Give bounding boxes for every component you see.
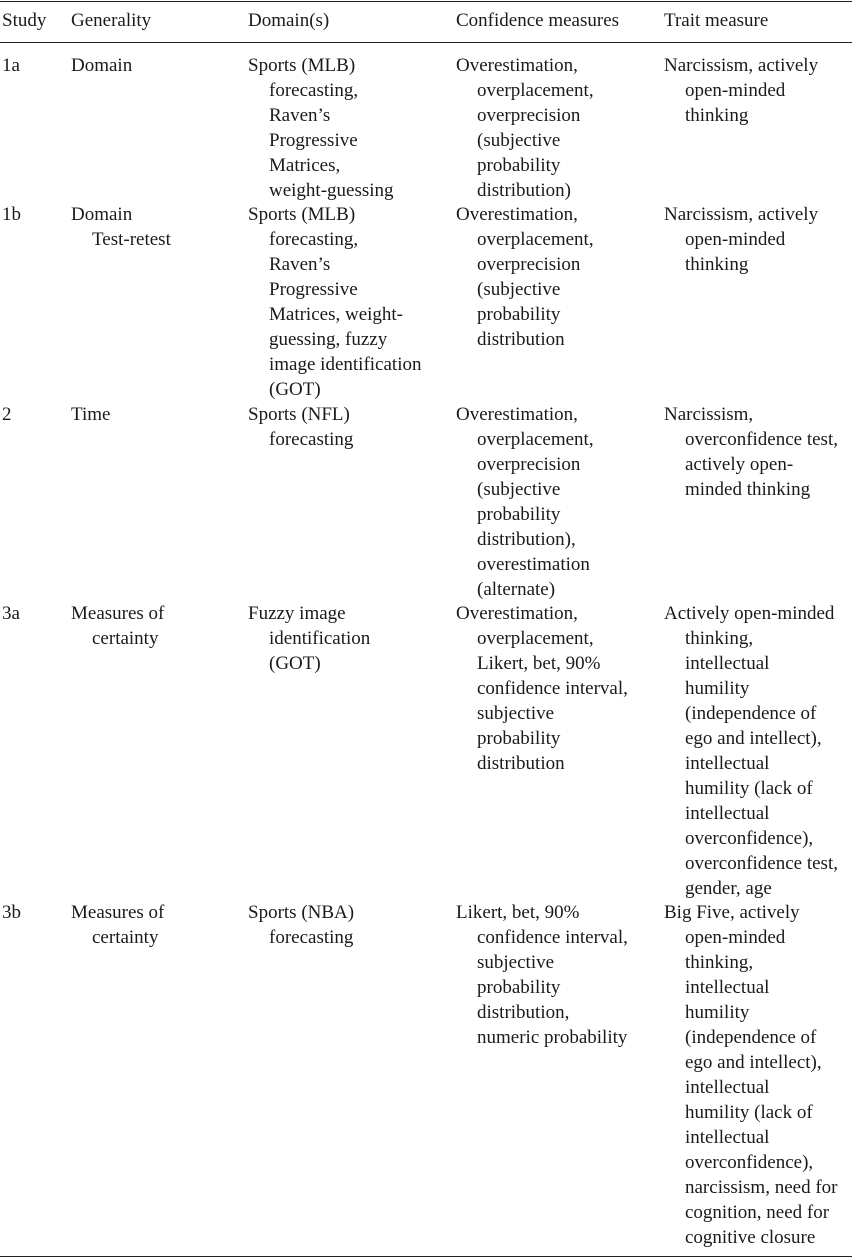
cell-line: intellectual — [685, 1127, 770, 1148]
cell-line: (independence of — [685, 1027, 817, 1048]
cell-line: distribution) — [477, 180, 571, 201]
cell-confidence-measures — [456, 402, 594, 602]
cell-domains — [248, 53, 394, 203]
cell-line: Overestimation, — [456, 204, 578, 225]
table-top-rule — [0, 1, 852, 2]
cell-line: intellectual — [685, 803, 770, 824]
cell-line: (alternate) — [477, 579, 556, 600]
cell-line: intellectual — [685, 1077, 770, 1098]
cell-study — [2, 900, 21, 925]
cell-line: overprecision — [477, 254, 581, 275]
cell-line: thinking — [685, 105, 749, 126]
cell-line: confidence interval, — [477, 927, 628, 948]
cell-line: overplacement, — [477, 229, 594, 250]
cell-line: Matrices, weight- — [269, 304, 404, 325]
cell-confidence-measures — [456, 900, 628, 1050]
cell-line: guessing, fuzzy — [269, 329, 388, 350]
cell-line: gender, age — [685, 878, 772, 899]
table-bottom-rule — [0, 1256, 852, 1257]
cell-line: Measures of — [71, 603, 165, 624]
cell-line: overplacement, — [477, 429, 594, 450]
cell-line: overprecision — [477, 454, 581, 475]
cell-line: 2 — [2, 404, 12, 425]
cell-line: 1a — [2, 55, 20, 76]
cell-line: open-minded — [685, 229, 786, 250]
cell-line: distribution — [477, 329, 565, 350]
cell-line: distribution, — [477, 1002, 570, 1023]
cell-line: overconfidence), — [685, 1152, 814, 1173]
cell-line: Actively open-minded — [664, 603, 835, 624]
cell-line: distribution — [477, 753, 565, 774]
cell-line: Progressive — [269, 130, 358, 151]
cell-trait-measure — [664, 53, 818, 128]
cell-line: minded thinking — [685, 479, 811, 500]
cell-line: intellectual — [685, 977, 770, 998]
cell-line: Raven’s — [269, 254, 331, 275]
cell-line: Time — [71, 404, 111, 425]
cell-study — [2, 53, 20, 78]
cell-line: intellectual — [685, 753, 770, 774]
cell-line: Raven’s — [269, 105, 331, 126]
cell-generality — [71, 202, 171, 252]
header-trait-measure: Trait measure — [664, 10, 769, 31]
cell-line: intellectual — [685, 653, 770, 674]
cell-line: Narcissism, actively — [664, 55, 819, 76]
header-generality: Generality — [71, 10, 152, 31]
cell-line: open-minded — [685, 927, 786, 948]
cell-line: distribution), — [477, 529, 576, 550]
cell-line: forecasting — [269, 429, 354, 450]
cell-line: thinking — [685, 254, 749, 275]
cell-line: (independence of — [685, 703, 817, 724]
cell-line: Narcissism, actively — [664, 204, 819, 225]
cell-line: humility — [685, 1002, 750, 1023]
cell-line: image identification — [269, 354, 422, 375]
cell-line: overestimation — [477, 554, 590, 575]
cell-generality — [71, 900, 164, 950]
cell-line: (GOT) — [269, 653, 321, 674]
cell-trait-measure — [664, 900, 837, 1250]
cell-line: forecasting, — [269, 80, 359, 101]
cell-line: (subjective — [477, 130, 561, 151]
cell-line: Domain — [71, 55, 133, 76]
cell-line: thinking, — [685, 628, 754, 649]
cell-line: narcissism, need for — [685, 1177, 838, 1198]
cell-line: Sports (NBA) — [248, 902, 355, 923]
cell-line: cognitive closure — [685, 1227, 816, 1248]
cell-confidence-measures — [456, 601, 628, 776]
cell-line: (GOT) — [269, 379, 321, 400]
cell-line: Overestimation, — [456, 55, 578, 76]
cell-line: (subjective — [477, 479, 561, 500]
cell-line: forecasting, — [269, 229, 359, 250]
cell-line: overconfidence), — [685, 828, 814, 849]
cell-line: Measures of — [71, 902, 165, 923]
cell-line: overprecision — [477, 105, 581, 126]
cell-domains — [248, 900, 354, 950]
cell-line: Fuzzy image — [248, 603, 346, 624]
cell-line: overplacement, — [477, 628, 594, 649]
cell-line: forecasting — [269, 927, 354, 948]
cell-line: (subjective — [477, 279, 561, 300]
cell-line: Sports (NFL) — [248, 404, 350, 425]
cell-line: 3a — [2, 603, 20, 624]
cell-line: certainty — [92, 927, 159, 948]
cell-line: probability — [477, 304, 561, 325]
header-study: Study — [2, 10, 47, 31]
cell-line: 1b — [2, 204, 21, 225]
cell-line: thinking, — [685, 952, 754, 973]
cell-line: Sports (MLB) — [248, 204, 356, 225]
cell-line: Likert, bet, 90% — [456, 902, 580, 923]
cell-line: overconfidence test, — [685, 853, 838, 874]
cell-line: humility — [685, 678, 750, 699]
cell-line: Domain — [71, 204, 133, 225]
cell-study — [2, 402, 12, 427]
cell-trait-measure — [664, 202, 818, 277]
cell-line: ego and intellect), — [685, 728, 822, 749]
cell-line: cognition, need for — [685, 1202, 830, 1223]
cell-domains — [248, 202, 421, 402]
header-confidence-measures: Confidence measures — [456, 10, 620, 31]
cell-line: probability — [477, 977, 561, 998]
table-header-rule — [0, 42, 852, 43]
cell-line: identification — [269, 628, 371, 649]
cell-line: Test-retest — [92, 229, 171, 250]
cell-line: actively open- — [685, 454, 794, 475]
cell-line: ego and intellect), — [685, 1052, 822, 1073]
cell-line: Sports (MLB) — [248, 55, 356, 76]
cell-line: Narcissism, — [664, 404, 754, 425]
cell-generality — [71, 53, 132, 78]
cell-line: Overestimation, — [456, 603, 578, 624]
cell-confidence-measures — [456, 202, 594, 352]
cell-line: subjective — [477, 703, 555, 724]
cell-line: Likert, bet, 90% — [477, 653, 601, 674]
cell-line: Progressive — [269, 279, 358, 300]
cell-line: probability — [477, 155, 561, 176]
cell-line: confidence interval, — [477, 678, 628, 699]
cell-line: Overestimation, — [456, 404, 578, 425]
cell-line: probability — [477, 504, 561, 525]
cell-line: certainty — [92, 628, 159, 649]
cell-domains — [248, 402, 353, 452]
cell-line: open-minded — [685, 80, 786, 101]
cell-line: Big Five, actively — [664, 902, 800, 923]
cell-line: numeric probability — [477, 1027, 628, 1048]
cell-line: humility (lack of — [685, 778, 813, 799]
cell-trait-measure — [664, 402, 838, 502]
cell-domains — [248, 601, 370, 676]
cell-line: subjective — [477, 952, 555, 973]
cell-line: humility (lack of — [685, 1102, 813, 1123]
cell-line: Matrices, — [269, 155, 341, 176]
cell-line: probability — [477, 728, 561, 749]
cell-line: 3b — [2, 902, 21, 923]
cell-generality — [71, 601, 164, 651]
cell-study — [2, 202, 21, 227]
cell-line: weight-guessing — [269, 180, 394, 201]
cell-trait-measure — [664, 601, 838, 901]
cell-line: overplacement, — [477, 80, 594, 101]
cell-line: overconfidence test, — [685, 429, 838, 450]
cell-confidence-measures — [456, 53, 594, 203]
cell-generality — [71, 402, 110, 427]
header-domains: Domain(s) — [248, 10, 330, 31]
cell-study — [2, 601, 20, 626]
